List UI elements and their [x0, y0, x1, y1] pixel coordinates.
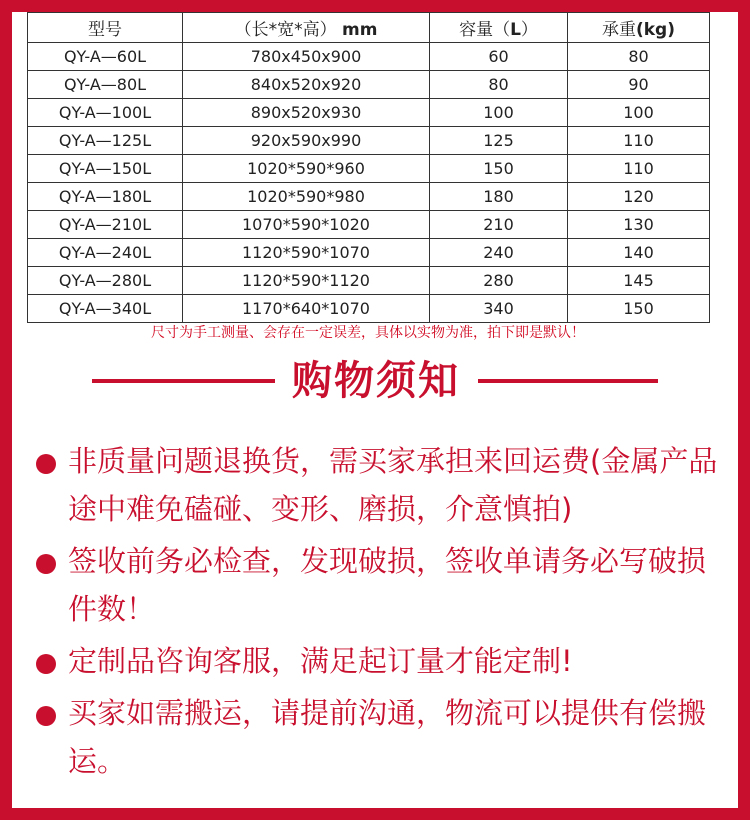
cell-dimensions: 890x520x930 [183, 99, 430, 127]
cell-load: 100 [568, 99, 710, 127]
table-header-row [28, 13, 710, 43]
cell-capacity: 80 [430, 71, 568, 99]
notice-item [34, 689, 724, 785]
cell-capacity: 100 [430, 99, 568, 127]
table-row [28, 183, 710, 211]
cell-model: QY-A—150L [28, 155, 183, 183]
cell-dimensions: 1120*590*1120 [183, 267, 430, 295]
cell-model: QY-A—100L [28, 99, 183, 127]
header-load-label: 承重 [601, 20, 636, 40]
cell-load: 90 [568, 71, 710, 99]
header-dimensions-unit: mm [341, 20, 378, 40]
cell-dimensions: 780x450x900 [183, 43, 430, 71]
cell-dimensions: 920x590x990 [183, 127, 430, 155]
spec-table-body [28, 43, 710, 323]
cell-load: 80 [568, 43, 710, 71]
header-model [28, 13, 183, 43]
header-capacity-label: 容量（ [459, 20, 511, 40]
cell-dimensions: 840x520x920 [183, 71, 430, 99]
cell-load: 110 [568, 155, 710, 183]
table-row [28, 155, 710, 183]
section-heading [0, 355, 750, 407]
table-row [28, 71, 710, 99]
notice-list [34, 437, 724, 789]
header-capacity-tail: ） [520, 20, 538, 40]
notice-text: 买家如需搬运，请提前沟通，物流可以提供有偿搬运。 [68, 696, 707, 778]
table-row [28, 43, 710, 71]
cell-load: 130 [568, 211, 710, 239]
cell-model: QY-A—340L [28, 295, 183, 323]
spec-table [27, 12, 710, 323]
header-load [568, 13, 710, 43]
cell-capacity: 240 [430, 239, 568, 267]
bullet-icon [36, 706, 56, 726]
cell-model: QY-A—280L [28, 267, 183, 295]
cell-load: 145 [568, 267, 710, 295]
cell-load: 120 [568, 183, 710, 211]
table-row [28, 295, 710, 323]
bullet-icon [36, 554, 56, 574]
table-row [28, 239, 710, 267]
cell-dimensions: 1020*590*980 [183, 183, 430, 211]
cell-capacity: 210 [430, 211, 568, 239]
cell-load: 140 [568, 239, 710, 267]
cell-model: QY-A—210L [28, 211, 183, 239]
table-row [28, 267, 710, 295]
cell-capacity: 340 [430, 295, 568, 323]
notice-item [34, 637, 724, 685]
measurement-note: 尺寸为手工测量、会存在一定误差，具体以实物为准，拍下即是默认！ [151, 325, 585, 341]
cell-dimensions: 1020*590*960 [183, 155, 430, 183]
cell-load: 110 [568, 127, 710, 155]
header-load-unit: (kg) [635, 20, 675, 40]
cell-model: QY-A—125L [28, 127, 183, 155]
bullet-icon [36, 654, 56, 674]
cell-model: QY-A—180L [28, 183, 183, 211]
table-row [28, 211, 710, 239]
cell-capacity: 180 [430, 183, 568, 211]
cell-model: QY-A—60L [28, 43, 183, 71]
cell-model: QY-A—80L [28, 71, 183, 99]
table-row [28, 99, 710, 127]
header-capacity-unit: L [510, 20, 521, 40]
heading-divider-left [92, 379, 275, 383]
cell-capacity: 60 [430, 43, 568, 71]
header-capacity [430, 13, 568, 43]
cell-capacity: 125 [430, 127, 568, 155]
cell-dimensions: 1070*590*1020 [183, 211, 430, 239]
cell-capacity: 280 [430, 267, 568, 295]
cell-capacity: 150 [430, 155, 568, 183]
header-dimensions [183, 13, 430, 43]
section-title: 购物须知 [292, 358, 460, 404]
cell-load: 150 [568, 295, 710, 323]
notice-text: 签收前务必检查，发现破损，签收单请务必写破损件数！ [68, 544, 707, 626]
notice-item [34, 437, 724, 533]
notice-item [34, 537, 724, 633]
cell-dimensions: 1120*590*1070 [183, 239, 430, 267]
cell-model: QY-A—240L [28, 239, 183, 267]
header-model-label: 型号 [88, 20, 122, 40]
table-row [28, 127, 710, 155]
notice-text: 非质量问题退换货，需买家承担来回运费(金属产品途中难免磕碰、变形、磨损，介意慎拍) [68, 444, 718, 526]
cell-dimensions: 1170*640*1070 [183, 295, 430, 323]
bullet-icon [36, 454, 56, 474]
heading-divider-right [478, 379, 658, 383]
header-dimensions-label: （长*宽*高） [234, 20, 337, 40]
notice-text: 定制品咨询客服，满足起订量才能定制! [68, 644, 573, 678]
